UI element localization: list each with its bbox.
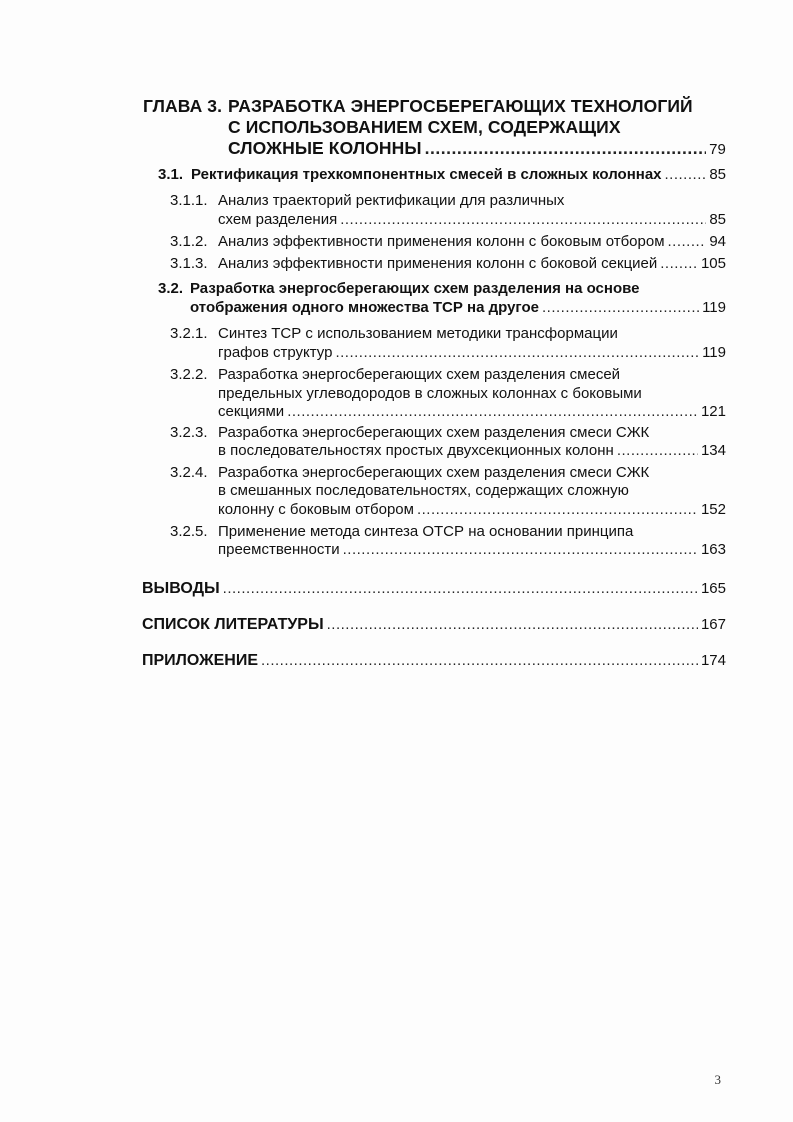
dot-leader [665,166,707,183]
subsection-number: 3.1.1. [170,192,208,209]
subsection-title-line2: предельных углеводородов в сложных колоннах с боковыми [218,385,642,402]
toc-entry-3-2-1[interactable] [218,344,726,361]
dot-leader [542,299,699,316]
subsection-title-line2: схем разделения [218,211,338,228]
chapter-title-line2: С ИСПОЛЬЗОВАНИЕМ СХЕМ, СОДЕРЖАЩИХ [228,117,621,137]
page-ref: 94 [709,233,726,250]
page-ref: 119 [702,299,726,316]
subsection-title-line1: Синтез ТСР с использованием методики трансформации [218,325,618,342]
chapter-title-line1: РАЗРАБОТКА ЭНЕРГОСБЕРЕГАЮЩИХ ТЕХНОЛОГИЙ [228,96,693,116]
subsection-number: 3.1.3. [170,255,208,272]
toc-entry-appendix[interactable] [142,652,726,670]
dot-leader [340,211,706,228]
toc-entry-3-1-3[interactable] [218,255,726,272]
dot-leader [668,233,707,250]
subsection-title-line1: Разработка энергосберегающих схем разделения смесей [218,366,621,383]
page-number: 3 [714,1072,721,1087]
entry-label: ВЫВОДЫ [142,580,220,597]
section-number: 3.1. [158,166,184,183]
entry-label: ПРИЛОЖЕНИЕ [142,652,258,669]
chapter-number: ГЛАВА 3. [143,96,223,116]
subsection-title-line1: Разработка энергосберегающих схем разделения смеси СЖК [218,424,650,441]
subsection-title-line3: секциями [218,403,285,420]
page-ref: 163 [700,541,726,558]
toc-entry-3-1-1[interactable] [218,211,726,228]
chapter-title-line3: СЛОЖНЫЕ КОЛОННЫ [228,138,422,158]
section-number: 3.2. [158,280,184,297]
toc-entry-3-2-2[interactable] [218,403,726,420]
toc-entry-chapter3[interactable] [228,138,726,159]
section-title-line2: отображения одного множества ТСР на другое [190,299,539,316]
subsection-title-line2: в последовательностях простых двухсекционных колонн [218,442,614,459]
subsection-title-line1: Разработка энергосберегающих схем разделения смеси СЖК [218,464,650,481]
subsection-title-line2: в смешанных последовательностях, содержащих сложную [218,482,629,499]
subsection-title-line1: Применение метода синтеза ОТСР на основании принципа [218,523,634,540]
subsection-number: 3.2.3. [170,424,208,441]
subsection-title-line2: графов структур [218,344,333,361]
toc-entry-conclusions[interactable] [142,580,726,598]
toc-entry-section-3-1[interactable] [158,166,726,183]
dot-leader [343,541,698,558]
dot-leader [660,255,698,272]
dot-leader [223,580,698,597]
dot-leader [425,138,706,159]
subsection-title-line1: Анализ эффективности применения колонн с боковым отбором [218,233,665,250]
toc-entry-3-2-5[interactable] [218,541,726,558]
toc-entry-section-3-2[interactable] [190,299,726,316]
page-ref: 79 [709,141,726,158]
subsection-title-line1: Анализ траекторий ректификации для различных [218,192,565,209]
dot-leader [261,652,698,669]
dot-leader [335,344,699,361]
page-ref: 85 [709,166,726,183]
subsection-number: 3.1.2. [170,233,208,250]
subsection-number: 3.2.5. [170,523,208,540]
dot-leader [417,501,698,518]
subsection-title-line2: преемственности [218,541,340,558]
entry-label: СПИСОК ЛИТЕРАТУРЫ [142,616,324,633]
section-title-line1: Разработка энергосберегающих схем разделения на основе [190,280,640,297]
page-ref: 165 [700,580,726,597]
toc-entry-references[interactable] [142,616,726,634]
toc-entry-3-2-3[interactable] [218,442,726,459]
page-ref: 121 [700,403,726,420]
dot-leader [327,616,698,633]
subsection-number: 3.2.1. [170,325,208,342]
subsection-title-line3: колонну с боковым отбором [218,501,414,518]
page-ref: 119 [702,344,726,361]
subsection-number: 3.2.2. [170,366,208,383]
section-title: Ректификация трехкомпонентных смесей в сложных колоннах [191,166,662,183]
page-ref: 105 [700,255,726,272]
toc-entry-3-2-4[interactable] [218,501,726,518]
subsection-title-line1: Анализ эффективности применения колонн с боковой секцией [218,255,658,272]
page-ref: 152 [700,501,726,518]
toc-entry-3-1-2[interactable] [218,233,726,250]
page-ref: 167 [700,616,726,633]
page-ref: 85 [709,211,726,228]
subsection-number: 3.2.4. [170,464,208,481]
dot-leader [287,403,698,420]
page-ref: 174 [700,652,726,669]
page-ref: 134 [700,442,726,459]
dot-leader [617,442,698,459]
